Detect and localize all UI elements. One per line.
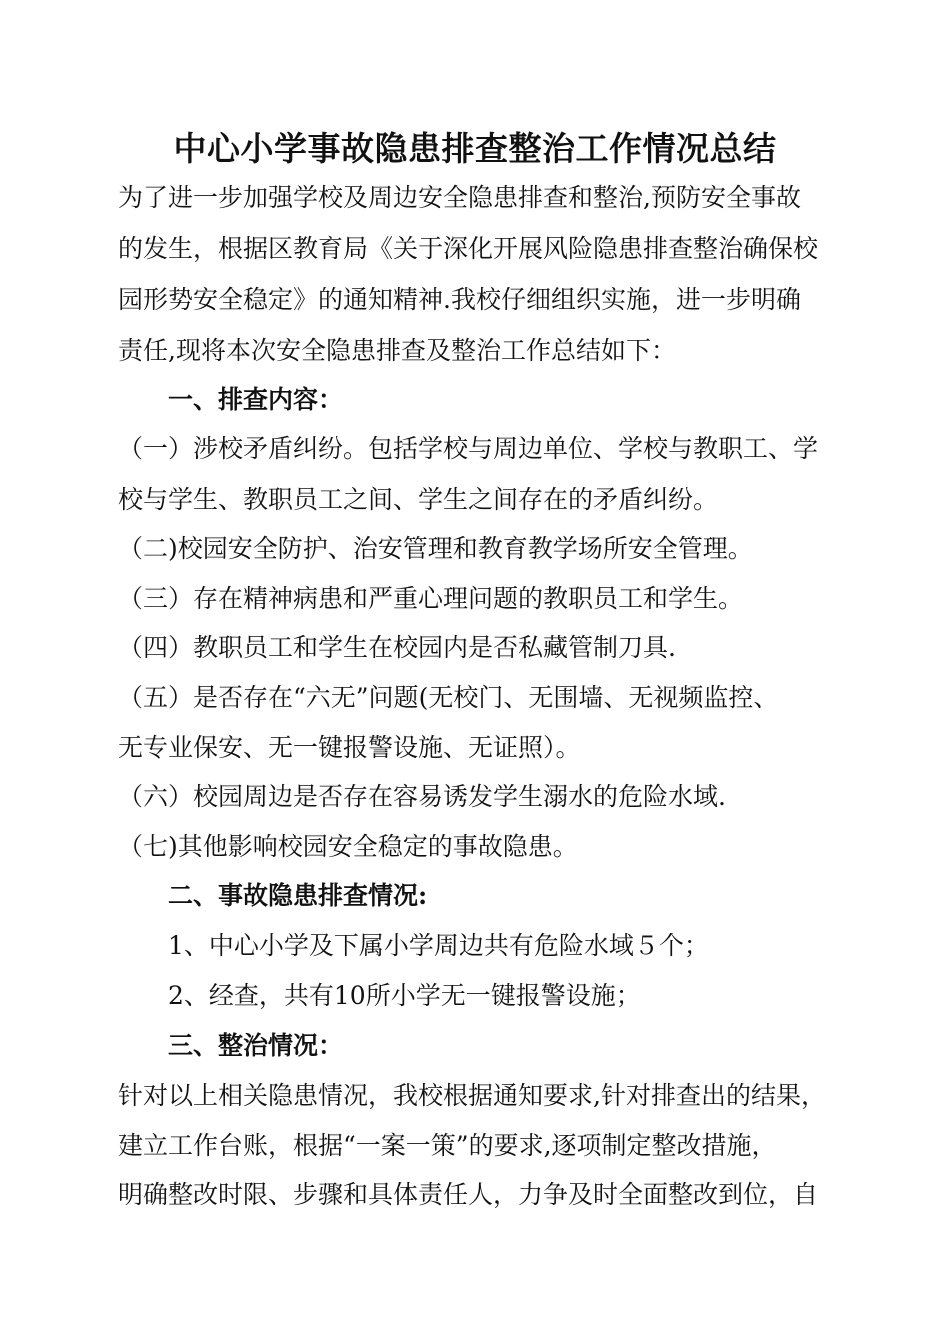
- section1-item: （七)其他影响校园安全稳定的事故隐患。: [118, 832, 578, 861]
- section1-item: 校与学生、教职员工之间、学生之间存在的矛盾纠纷。: [118, 485, 719, 514]
- section1-item: （三）存在精神病患和严重心理问题的教职员工和学生。: [118, 584, 744, 613]
- section2-item: 1、中心小学及下属小学周边共有危险水域５个；: [168, 931, 709, 960]
- section3-line: 建立工作台账，根据“一案一策”的要求,逐项制定整改措施，: [118, 1131, 777, 1160]
- section3-line: 针对以上相关隐患情况，我校根据通知要求,针对排查出的结果，: [118, 1081, 826, 1110]
- intro-line: 责任,现将本次安全隐患排查及整治工作总结如下：: [118, 336, 676, 365]
- section2-item: 2、经查，共有10所小学无一键报警设施；: [168, 981, 641, 1010]
- document-title: 中心小学事故隐患排查整治工作情况总结: [173, 129, 777, 168]
- section1-item: （二)校园安全防护、治安管理和教育教学场所安全管理。: [118, 534, 753, 563]
- section-heading-1: 一、排查内容：: [168, 385, 344, 414]
- section1-item: （六）校园周边是否存在容易诱发学生溺水的危险水域.: [118, 782, 726, 811]
- section-heading-2: 二、事故隐患排查情况:: [168, 881, 428, 910]
- section1-item: （五）是否存在“六无”问题(无校门、无围墙、无视频监控、: [118, 683, 779, 712]
- section1-item: （一）涉校矛盾纠纷。包括学校与周边单位、学校与教职工、学: [118, 434, 819, 463]
- intro-line: 的发生，根据区教育局《关于深化开展风险隐患排查整治确保校: [118, 234, 819, 263]
- section1-item: （四）教职员工和学生在校园内是否私藏管制刀具.: [118, 633, 676, 662]
- section3-line: 明确整改时限、步骤和具体责任人，力争及时全面整改到位，自: [118, 1180, 819, 1209]
- intro-line: 为了进一步加强学校及周边安全隐患排查和整治,预防安全事故: [118, 183, 801, 212]
- intro-line: 园形势安全稳定》的通知精神.我校仔细组织实施，进一步明确: [118, 285, 801, 314]
- section1-item: 无专业保安、无一键报警设施、无证照）。: [118, 733, 581, 762]
- section-heading-3: 三、整治情况：: [168, 1031, 344, 1060]
